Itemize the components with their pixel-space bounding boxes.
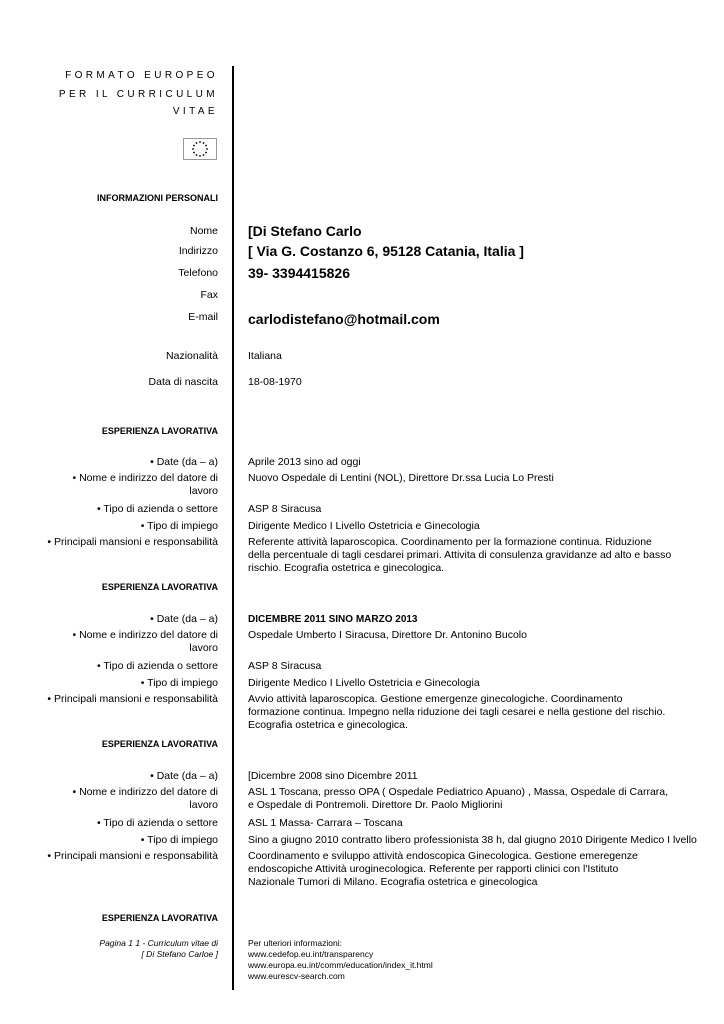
section-experience-2: ESPERIENZA LAVORATIVA (101, 582, 218, 592)
footer-page-line-1: Pagina 1 1 - Curriculum vitae di (99, 938, 218, 948)
exp2-jobtype-label: • Tipo di impiego (140, 677, 218, 689)
cv-title-line-1: FORMATO EUROPEO (65, 70, 218, 81)
footer-links (248, 938, 548, 982)
exp2-sector-label: • Tipo di azienda o settore (96, 660, 218, 672)
exp3-sector-label: • Tipo di azienda o settore (96, 817, 218, 829)
section-experience-1: ESPERIENZA LAVORATIVA (101, 426, 218, 436)
exp1-jobtype-value: Dirigente Medico I Livello Ostetricia e Ginecologia (248, 520, 480, 532)
phone-label: Telefono (178, 267, 218, 279)
cv-title-line-3: VITAE (172, 106, 218, 117)
exp1-employer-label: • Nome e indirizzo del datore di lavoro (72, 472, 218, 497)
eu-flag-logo (183, 138, 217, 160)
exp3-sector-value: ASL 1 Massa- Carrara – Toscana (248, 817, 403, 829)
name-label: Nome (189, 225, 218, 237)
section-personal-info: INFORMAZIONI PERSONALI (97, 193, 218, 203)
address-value: [ Via G. Costanzo 6, 95128 Catania, Italia ] (248, 243, 524, 259)
exp2-employer-label: • Nome e indirizzo del datore di lavoro (72, 629, 218, 654)
exp2-sector-value: ASP 8 Siracusa (248, 660, 322, 672)
address-label: Indirizzo (178, 245, 218, 257)
exp1-sector-label: • Tipo di azienda o settore (96, 503, 218, 515)
email-value: carlodistefano@hotmail.com (248, 311, 440, 327)
exp3-duties-label: • Principali mansioni e responsabilità (47, 850, 218, 862)
section-experience-3: ESPERIENZA LAVORATIVA (101, 739, 218, 749)
section-experience-4: ESPERIENZA LAVORATIVA (101, 913, 218, 923)
exp2-duties-label: • Principali mansioni e responsabilità (47, 693, 218, 705)
footer-link-3[interactable]: www.eurescv-search.com (248, 971, 345, 981)
exp1-date-value: Aprile 2013 sino ad oggi (248, 456, 361, 468)
exp2-duties-value: Avvio attività laparoscopica. Gestione emergenze ginecologiche. Coordinamento formazione continua. Impegno nella riduzione dei tagli cesarei e nella gestione del rischio. Ecografia ostetrica e ginecologica. (248, 693, 666, 731)
exp2-date-label: • Date (da – a) (150, 613, 218, 625)
exp3-employer-value: ASL 1 Toscana, presso OPA ( Ospedale Pediatrico Apuano) , Massa, Ospedale di Carrara, e Ospedale di Pontremoli. Direttore Dr. Paolo Migliorini (248, 786, 669, 811)
footer-info-heading: Per ulteriori informazioni: (248, 938, 343, 948)
exp1-jobtype-label: • Tipo di impiego (140, 520, 218, 532)
exp1-date-label: • Date (da – a) (150, 456, 218, 468)
eu-stars-icon (184, 139, 216, 159)
exp3-jobtype-value: Sino a giugno 2010 contratto libero professionista 38 h, dal giugno 2010 Dirigente Medico I lvello (248, 834, 697, 846)
exp1-duties-value: Referente attività laparoscopica. Coordinamento per la formazione continua. Riduzione della percentuale di tagli cesdarei primari. Attivita di consulenza gravidanze ad alto e basso rischio. Ecografia ostetrica e ginecologica. (248, 536, 672, 574)
exp3-jobtype-label: • Tipo di impiego (140, 834, 218, 846)
footer-link-2[interactable]: www.europa.eu.int/comm/education/index_it.html (248, 960, 433, 970)
cv-title-line-2: PER IL CURRICULUM (58, 89, 218, 100)
exp2-date-value: DICEMBRE 2011 SINO MARZO 2013 (248, 614, 418, 625)
exp3-date-value: [Dicembre 2008 sino Dicembre 2011 (248, 770, 418, 782)
exp3-duties-value: Coordinamento e sviluppo attività endoscopica Ginecologica. Gestione emeregenze endoscopiche Attività uroginecologica. Referente per rapporti clinici con l'Istituto Nazionale Tumori di Milano. Ecografia ostetrica e ginecologica (248, 850, 638, 888)
nationality-value: Italiana (248, 350, 282, 362)
exp2-employer-value: Ospedale Umberto I Siracusa, Direttore Dr. Antonino Bucolo (248, 629, 527, 641)
birth-date-label: Data di nascita (148, 376, 218, 388)
vertical-divider (232, 66, 234, 990)
nationality-label: Nazionalità (166, 350, 218, 362)
exp2-jobtype-value: Dirigente Medico I Livello Ostetricia e Ginecologia (248, 677, 480, 689)
exp1-employer-value: Nuovo Ospedale di Lentini (NOL), Direttore Dr.ssa Lucia Lo Presti (248, 472, 554, 484)
exp1-sector-value: ASP 8 Siracusa (248, 503, 322, 515)
email-label: E-mail (188, 311, 218, 323)
footer-page-line-2: [ Di Stefano Carloe ] (141, 949, 218, 959)
exp3-date-label: • Date (da – a) (150, 770, 218, 782)
exp3-employer-label: • Nome e indirizzo del datore di lavoro (72, 786, 218, 811)
name-value: [Di Stefano Carlo (248, 223, 362, 239)
footer-link-1[interactable]: www.cedefop.eu.int/transparency (248, 949, 374, 959)
exp1-duties-label: • Principali mansioni e responsabilità (47, 536, 218, 548)
fax-label: Fax (200, 289, 218, 301)
phone-value: 39- 3394415826 (248, 265, 350, 281)
footer-page-info (18, 938, 218, 960)
birth-date-value: 18-08-1970 (248, 376, 302, 388)
